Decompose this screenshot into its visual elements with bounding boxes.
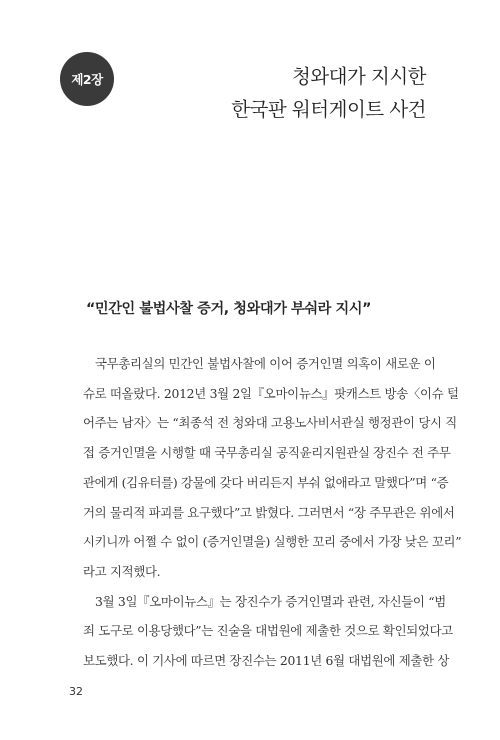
- body-line: 국무총리실의 민간인 불법사찰에 이어 증거인멸 의혹이 새로운 이: [95, 356, 436, 371]
- body-line: 접 증거인멸을 시행할 때 국무총리실 공직윤리지원관실 장진수 전 주무: [83, 445, 451, 461]
- body-line: 죄 도구로 이용당했다”는 진술을 대법원에 제출한 것으로 확인되었다고: [83, 623, 453, 639]
- body-line: 라고 지적했다.: [83, 563, 161, 579]
- body-line: 슈로 떠올랐다. 2012년 3월 2일『오마이뉴스』팟캐스트 방송〈이슈 털: [83, 385, 459, 401]
- body-line: 3월 3일『오마이뉴스』는 장진수가 증거인멸과 관련, 자신들이 “범: [95, 593, 446, 609]
- chapter-badge-label: 제2장: [71, 72, 103, 87]
- body-line: 거의 물리적 파괴를 요구했다”고 밝혔다. 그러면서 “장 주무관은 위에서: [83, 504, 455, 520]
- section-subheading: “민간인 불법사찰 증거, 청와대가 부숴라 지시”: [86, 301, 372, 317]
- page-number: 32: [69, 685, 83, 698]
- chapter-title-line-2: 한국판 워터게이트 사건: [231, 98, 426, 121]
- body-text: [83, 349, 462, 676]
- body-line: 어주는 남자〉는 “최종석 전 청와대 고용노사비서관실 행정관이 당시 직: [83, 415, 457, 431]
- body-line: 보도했다. 이 기사에 따르면 장진수는 2011년 6월 대법원에 제출한 상: [83, 653, 450, 669]
- chapter-badge: [60, 52, 114, 106]
- chapter-title: [231, 60, 426, 126]
- body-line: 관에게 (김유터를) 강물에 갖다 버리든지 부숴 없애라고 말했다”며 “증: [83, 474, 449, 490]
- chapter-title-line-1: 청와대가 지시한: [291, 65, 426, 88]
- body-line: 시키니까 어쩔 수 없이 (증거인멸을) 실행한 꼬리 중에서 가장 낮은 꼬리”: [83, 534, 462, 550]
